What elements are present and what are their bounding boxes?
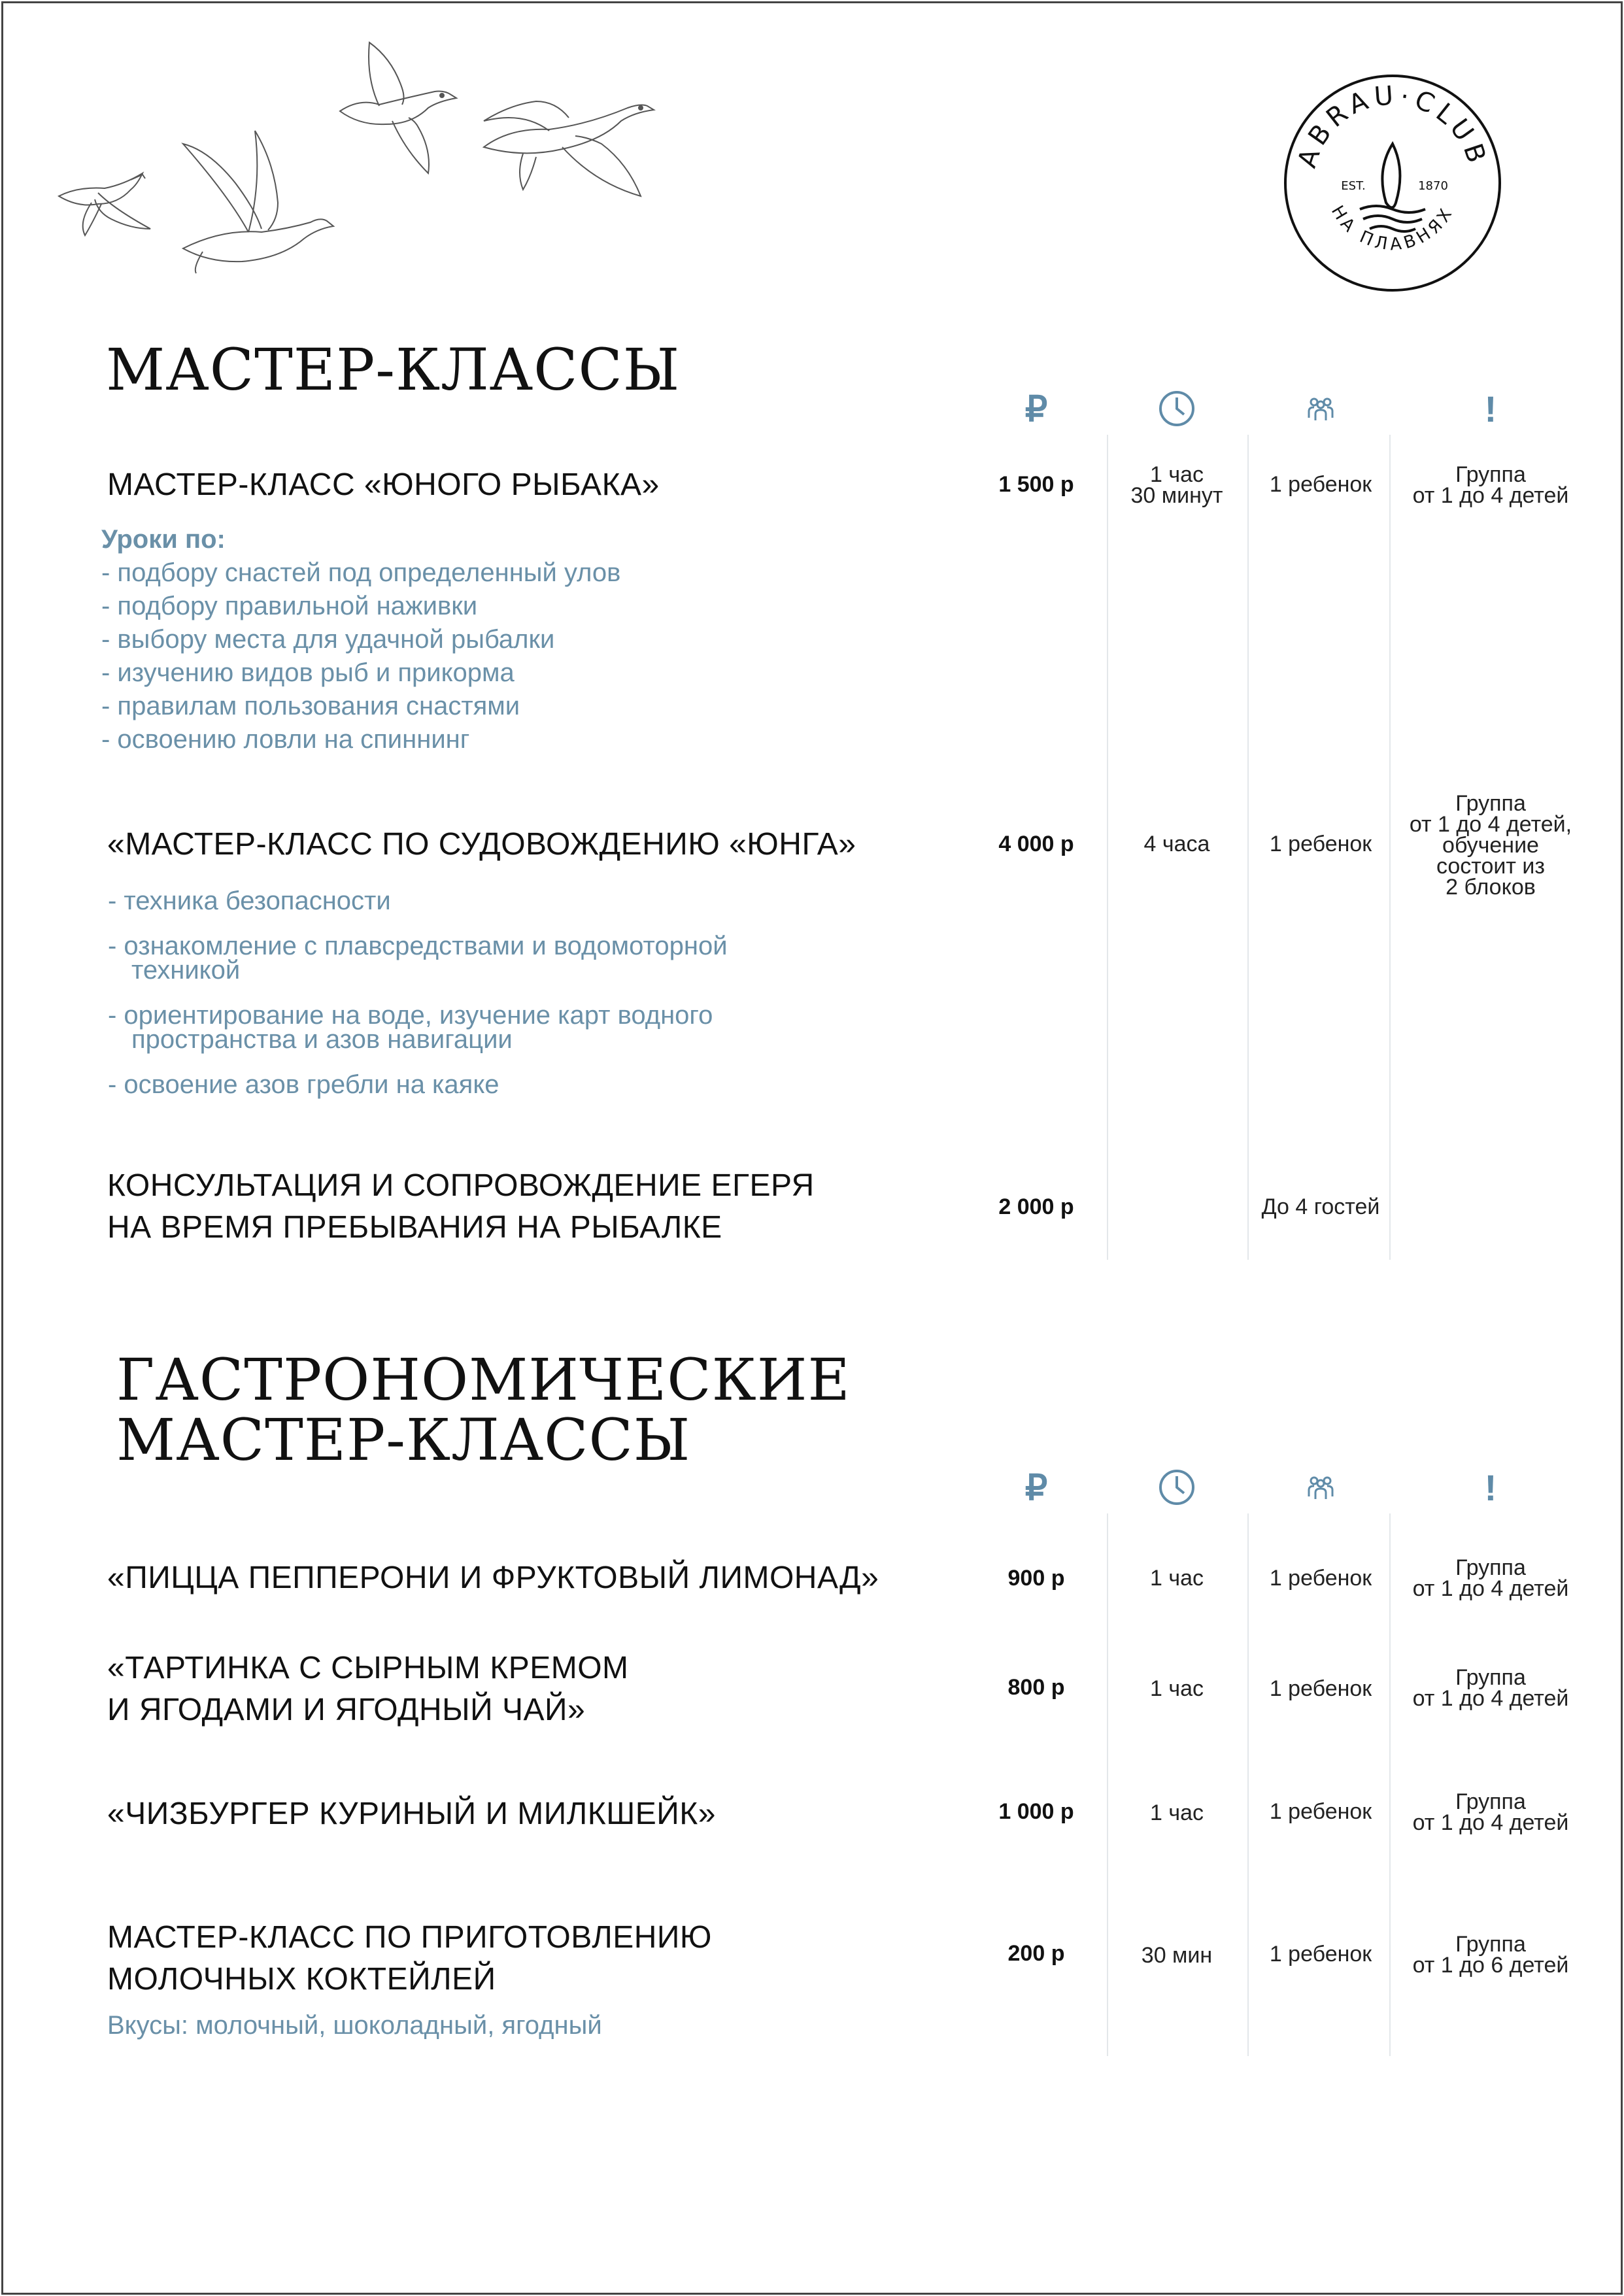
- item-description: Уроки по: - подбору снастей под определенный улов - подбору правильной наживки - выбору места для удачной рыбалки - изучению видов рыб и прикорма - правилам пользования снастями - освоению ловли на спиннинг: [101, 523, 620, 756]
- participants: 1 ребенок: [1269, 472, 1372, 497]
- participants: 1 ребенок: [1269, 1566, 1372, 1591]
- clock-icon: [1147, 1464, 1206, 1510]
- note: Группа от 1 до 4 детей: [1412, 1789, 1569, 1835]
- abrau-club-logo: [1281, 72, 1504, 294]
- column-divider: [1247, 435, 1249, 1260]
- price: 800 р: [1007, 1675, 1065, 1700]
- note: Группа от 1 до 6 детей: [1412, 1932, 1569, 1978]
- clock-icon: [1147, 386, 1206, 431]
- lesson-item: - подбору правильной наживки: [101, 592, 478, 620]
- logo-top-text: ABRAU·CLUB: [1292, 80, 1493, 172]
- participants: 1 ребенок: [1269, 832, 1372, 856]
- item-description: Вкусы: молочный, шоколадный, ягодный: [107, 2011, 602, 2040]
- duration: 4 часа: [1143, 832, 1210, 856]
- item-title: «МАСТЕР-КЛАСС ПО СУДОВОЖДЕНИЮ «ЮНГА»: [107, 827, 856, 862]
- lesson-item: - подбору снастей под определенный улов: [101, 558, 621, 587]
- price: 2 000 р: [998, 1194, 1074, 1219]
- price: 1 500 р: [998, 472, 1074, 497]
- item-title: МАСТЕР-КЛАСС «ЮНОГО РЫБАКА»: [107, 467, 660, 502]
- price: 1 000 р: [998, 1799, 1074, 1824]
- price: 900 р: [1007, 1566, 1065, 1591]
- lesson-item: - правилам пользования снастями: [101, 692, 520, 720]
- note: Группа от 1 до 4 детей: [1412, 1555, 1569, 1601]
- lesson-item: - выбору места для удачной рыбалки: [101, 625, 555, 654]
- logo-est: EST.: [1341, 179, 1366, 193]
- column-divider: [1107, 435, 1108, 1260]
- participants: 1 ребенок: [1269, 1799, 1372, 1824]
- note: Группа от 1 до 4 детей, обучение состоит из 2 блоков: [1409, 791, 1572, 900]
- column-divider: [1389, 1513, 1391, 2056]
- participants: 1 ребенок: [1269, 1676, 1372, 1701]
- item-title: «ЧИЗБУРГЕР КУРИНЫЙ И МИЛКШЕЙК»: [107, 1797, 716, 1831]
- item-title: «ПИЦЦА ПЕППЕРОНИ И ФРУКТОВЫЙ ЛИМОНАД»: [107, 1561, 879, 1595]
- price: 4 000 р: [998, 832, 1074, 856]
- duration: 1 час: [1150, 1676, 1204, 1701]
- note: Группа от 1 до 4 детей: [1412, 1665, 1569, 1711]
- lesson-item: - ознакомление с плавсредствами и водомоторной: [108, 932, 728, 960]
- flying-ducks-illustration: [52, 33, 667, 275]
- item-title: МАСТЕР-КЛАСС ПО ПРИГОТОВЛЕНИЮ МОЛОЧНЫХ КОКТЕЙЛЕЙ: [107, 1920, 712, 1997]
- fish-icon: [1360, 144, 1425, 231]
- lesson-item: - освоению ловли на спиннинг: [101, 725, 470, 754]
- logo-bottom-text: НА ПЛАВНЯХ: [1327, 202, 1459, 255]
- logo-year: 1870: [1418, 179, 1448, 193]
- ruble-icon: ₽: [1024, 389, 1048, 429]
- section-title: МАСТЕР-КЛАССЫ: [106, 336, 681, 403]
- section-title: ГАСТРОНОМИЧЕСКИЕ МАСТЕР-КЛАССЫ: [116, 1346, 851, 1474]
- item-description: - техника безопасности - ознакомление с плавсредствами и водомоторной техникой - ориентирование на воде, изучение карт водного пространства и азов навигации - освоение азов гребли на каяке: [108, 885, 728, 1102]
- exclamation-icon: !: [1484, 388, 1497, 430]
- lesson-item: - ориентирование на воде, изучение карт водного: [108, 1001, 713, 1030]
- exclamation-icon: !: [1484, 1466, 1497, 1508]
- people-icon: [1291, 386, 1350, 431]
- duration: 30 мин: [1141, 1943, 1213, 1968]
- item-title: КОНСУЛЬТАЦИЯ И СОПРОВОЖДЕНИЕ ЕГЕРЯ НА ВРЕМЯ ПРЕБЫВАНИЯ НА РЫБАЛКЕ: [107, 1168, 815, 1245]
- column-divider: [1107, 1513, 1108, 2056]
- duration: 1 час: [1150, 1566, 1204, 1591]
- people-icon: [1291, 1464, 1350, 1510]
- participants: До 4 гостей: [1261, 1194, 1380, 1219]
- note: Группа от 1 до 4 детей: [1412, 462, 1569, 508]
- participants: 1 ребенок: [1269, 1942, 1372, 1967]
- duration: 1 час: [1150, 1800, 1204, 1825]
- duration: 1 час 30 минут: [1130, 462, 1223, 508]
- column-divider: [1247, 1513, 1249, 2056]
- item-title: «ТАРТИНКА С СЫРНЫМ КРЕМОМ И ЯГОДАМИ И ЯГОДНЫЙ ЧАЙ»: [107, 1651, 629, 1727]
- lesson-item: - изучению видов рыб и прикорма: [101, 658, 515, 687]
- lesson-item: - техника безопасности: [108, 886, 391, 915]
- price: 200 р: [1007, 1941, 1065, 1966]
- lesson-item: - освоение азов гребли на каяке: [108, 1070, 499, 1099]
- svg-text:ABRAU·CLUB: [1292, 80, 1493, 171]
- ruble-icon: ₽: [1024, 1468, 1048, 1508]
- column-divider: [1389, 435, 1391, 1260]
